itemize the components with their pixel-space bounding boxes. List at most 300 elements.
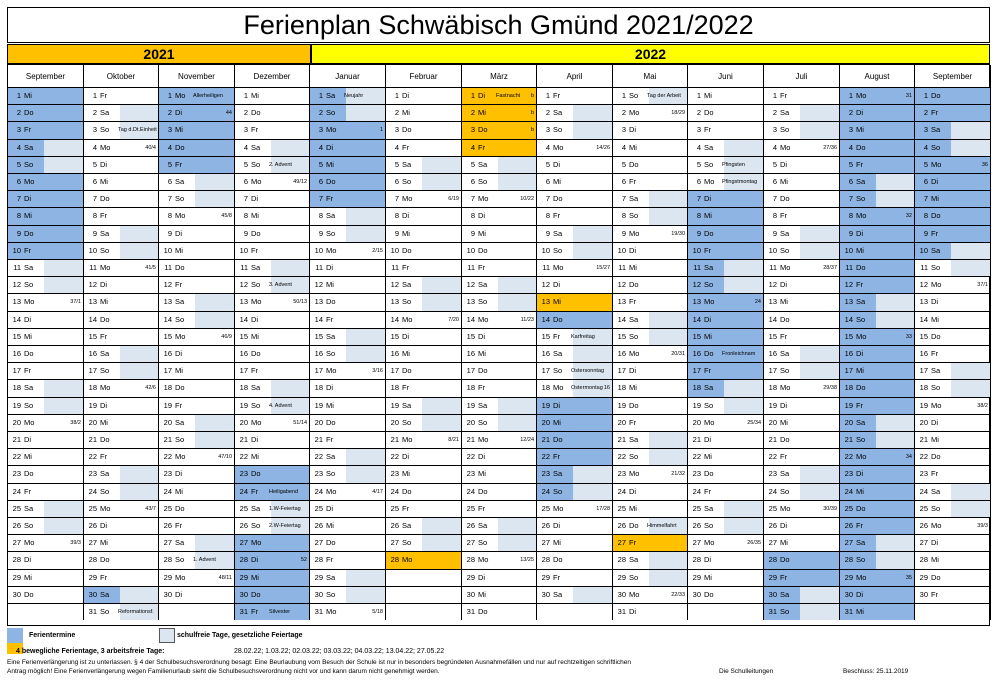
week-number: 18/29 [671, 110, 685, 116]
weekday-label: Di [251, 435, 259, 444]
day-number: 10 [541, 246, 550, 255]
weekday-label: So [24, 521, 34, 530]
day-cell [386, 104, 462, 121]
day-number: 26 [919, 521, 928, 530]
week-number: 40/4 [145, 145, 156, 151]
weekday-label: Di [251, 555, 259, 564]
day-cell [386, 259, 462, 276]
day-number: 9 [696, 229, 701, 238]
weekday-label: Mo [629, 108, 640, 117]
weekday-label: Mo [780, 263, 791, 272]
weekday-label: Mi [704, 573, 712, 582]
weekday-label: Di [931, 177, 939, 186]
weekday-label: Mo [326, 607, 337, 616]
weekday-label: Fr [780, 452, 788, 461]
weekday-label: So [175, 194, 185, 203]
day-number: 15 [919, 332, 928, 341]
day-number: 21 [844, 435, 853, 444]
day-number: 26 [12, 521, 21, 530]
day-number: 2 [92, 108, 97, 117]
weekday-label: Sa [780, 349, 790, 358]
day-cell [613, 242, 688, 259]
holiday-label: Karfreitag [571, 334, 595, 340]
day-number: 4 [243, 143, 248, 152]
weekday-label: So [326, 469, 336, 478]
day-number: 27 [314, 538, 323, 547]
weekday-label: Fr [175, 521, 183, 530]
weekday-label: So [629, 332, 639, 341]
day-cell [764, 207, 840, 225]
day-number: 20 [239, 418, 248, 427]
day-number: 26 [314, 521, 323, 530]
weekday-label: Fr [251, 487, 259, 496]
day-cell [84, 87, 159, 104]
day-cell [840, 586, 915, 603]
weekday-label: Mi [478, 590, 486, 599]
day-number: 4 [167, 143, 172, 152]
day-cell [915, 259, 991, 276]
day-cell [386, 534, 462, 551]
day-cell [915, 121, 991, 139]
day-cell [235, 483, 310, 500]
week-number: 33 [905, 334, 912, 340]
weekday-label: Sa [326, 332, 336, 341]
day-cell [537, 139, 613, 156]
weekday-label: So [326, 590, 336, 599]
day-cell [159, 207, 235, 225]
day-number: 21 [163, 435, 172, 444]
day-number: 31 [617, 607, 626, 616]
day-number: 24 [692, 487, 701, 496]
day-number: 9 [167, 229, 172, 238]
day-cell [840, 551, 915, 569]
week-number: 47/10 [218, 454, 232, 460]
day-cell [159, 431, 235, 448]
day-cell [84, 379, 159, 397]
holiday-calendar-sheet [7, 7, 990, 677]
week-number: 42/6 [145, 385, 156, 391]
weekday-label: Do [704, 469, 714, 478]
day-cell [764, 293, 840, 311]
day-number: 9 [470, 229, 475, 238]
day-cell [235, 569, 310, 586]
day-cell [915, 586, 991, 603]
weekday-label: Mi [553, 177, 561, 186]
weekday-label: Sa [175, 538, 185, 547]
day-cell [764, 379, 840, 397]
day-cell [386, 87, 462, 104]
week-number: 31 [905, 93, 912, 99]
weekday-label: So [478, 177, 488, 186]
holiday-label: 1.W-Feiertag [269, 506, 301, 512]
weekday-label: Mi [704, 211, 712, 220]
day-number: 4 [923, 143, 928, 152]
weekday-label: Fr [402, 263, 410, 272]
day-cell [688, 465, 764, 483]
day-cell [84, 534, 159, 551]
weekday-label: Fr [24, 246, 32, 255]
day-number: 25 [390, 504, 399, 513]
day-cell [613, 173, 688, 190]
day-cell [8, 104, 84, 121]
day-number: 29 [919, 573, 928, 582]
holiday-label: Tag der Arbeit [647, 93, 681, 99]
day-number: 7 [16, 194, 21, 203]
weekday-label: Do [251, 229, 261, 238]
day-cell [688, 121, 764, 139]
week-number: 44 [225, 110, 232, 116]
weekday-label: Mi [402, 229, 410, 238]
day-number: 25 [617, 504, 626, 513]
weekday-label: Di [175, 590, 183, 599]
day-number: 3 [923, 125, 928, 134]
weekday-label: Mo [251, 297, 262, 306]
weekday-label: Sa [553, 349, 563, 358]
holiday-label: 1. Advent [193, 557, 216, 563]
day-number: 8 [318, 211, 323, 220]
day-cell [386, 362, 462, 379]
day-number: 5 [696, 160, 701, 169]
weekday-label: Mo [251, 418, 262, 427]
day-cell [537, 414, 613, 431]
week-number: 28/37 [823, 265, 837, 271]
weekday-label: Fr [100, 452, 108, 461]
day-cell [688, 517, 764, 534]
day-cell [537, 397, 613, 414]
day-cell [159, 139, 235, 156]
day-cell [159, 104, 235, 121]
day-number: 16 [88, 349, 97, 358]
day-number: 28 [88, 555, 97, 564]
day-number: 29 [88, 573, 97, 582]
week-number: 16 [603, 385, 610, 391]
day-cell [8, 517, 84, 534]
day-number: 3 [318, 125, 323, 134]
day-cell [386, 586, 462, 603]
day-number: 11 [618, 263, 626, 272]
day-cell [537, 569, 613, 586]
weekday-label: Di [780, 401, 788, 410]
day-cell [159, 586, 235, 603]
weekday-label: Di [478, 452, 486, 461]
day-number: 27 [692, 538, 701, 547]
day-number: 8 [696, 211, 701, 220]
weekday-label: Sa [100, 108, 110, 117]
day-cell [915, 87, 991, 104]
weekday-label: Sa [100, 469, 110, 478]
day-number: 10 [88, 246, 97, 255]
day-cell [310, 242, 386, 259]
day-number: 27 [466, 538, 475, 547]
day-cell [688, 431, 764, 448]
day-cell [764, 139, 840, 156]
day-number: 23 [314, 469, 323, 478]
weekday-label: Mi [251, 573, 259, 582]
day-cell [462, 328, 537, 345]
day-number: 4 [470, 143, 475, 152]
weekday-label: Mo [704, 297, 715, 306]
day-cell [235, 551, 310, 569]
day-cell [235, 225, 310, 242]
day-cell [8, 173, 84, 190]
weekday-label: Sa [100, 590, 110, 599]
day-cell [386, 293, 462, 311]
day-number: 4 [16, 143, 21, 152]
weekday-label: Mo [478, 435, 489, 444]
weekday-label: Mo [326, 366, 337, 375]
weekday-label: Fr [704, 125, 712, 134]
weekday-label: Di [402, 332, 410, 341]
day-number: 5 [545, 160, 550, 169]
day-number: 30 [768, 590, 777, 599]
day-cell [688, 173, 764, 190]
day-number: 10 [617, 246, 626, 255]
day-cell [310, 190, 386, 207]
day-cell [8, 586, 84, 603]
day-cell [688, 156, 764, 173]
week-number: 46/9 [221, 334, 232, 340]
weekday-label: Sa [931, 246, 941, 255]
day-number: 15 [163, 332, 172, 341]
day-cell [84, 345, 159, 362]
day-cell [159, 551, 235, 569]
day-number: 24 [768, 487, 777, 496]
weekday-label: Mo [780, 383, 791, 392]
day-cell [8, 345, 84, 362]
weekday-label: Mi [100, 177, 108, 186]
day-number: 19 [239, 401, 248, 410]
day-number: 11 [845, 263, 853, 272]
day-number: 31 [314, 607, 323, 616]
day-cell [613, 345, 688, 362]
day-number: 4 [92, 143, 97, 152]
day-cell [613, 431, 688, 448]
day-number: 12 [919, 280, 928, 289]
weekday-label: Sa [704, 143, 714, 152]
week-number: 41/5 [145, 265, 156, 271]
weekday-label: Fr [100, 332, 108, 341]
day-number: 23 [919, 469, 928, 478]
day-cell [310, 104, 386, 121]
day-number: 7 [545, 194, 550, 203]
day-number: 12 [239, 280, 248, 289]
day-cell [840, 121, 915, 139]
weekday-label: Fr [402, 504, 410, 513]
day-number: 21 [692, 435, 701, 444]
day-cell [613, 139, 688, 156]
holiday-label: Heiligabend [269, 489, 299, 495]
day-number: 25 [163, 504, 172, 513]
day-number: 18 [12, 383, 21, 392]
year-header-2022: 2022 [311, 44, 990, 64]
day-number: 13 [692, 297, 701, 306]
weekday-label: Di [931, 297, 939, 306]
day-cell [8, 259, 84, 276]
day-cell [8, 551, 84, 569]
day-number: 14 [844, 315, 853, 324]
weekday-label: Di [553, 280, 561, 289]
day-number: 7 [696, 194, 701, 203]
weekday-label: Di [931, 418, 939, 427]
weekday-label: Do [251, 469, 261, 478]
day-number: 12 [466, 280, 475, 289]
day-number: 28 [768, 555, 777, 564]
day-number: 26 [617, 521, 626, 530]
weekday-label: Fr [251, 246, 259, 255]
weekday-label: Mi [931, 555, 939, 564]
day-cell [310, 225, 386, 242]
day-number: 13 [390, 297, 399, 306]
day-number: 20 [541, 418, 550, 427]
day-number: 3 [394, 125, 399, 134]
weekday-label: Di [24, 435, 32, 444]
day-number: 16 [541, 349, 550, 358]
weekday-label: Mo [175, 452, 186, 461]
day-cell [840, 397, 915, 414]
week-number: 39/3 [977, 523, 988, 529]
day-cell [840, 379, 915, 397]
weekday-label: Di [24, 194, 32, 203]
day-number: 12 [163, 280, 172, 289]
day-cell [688, 414, 764, 431]
day-cell [462, 311, 537, 328]
weekday-label: Mi [629, 504, 637, 513]
day-number: 5 [621, 160, 626, 169]
day-number: 22 [239, 452, 248, 461]
day-number: 17 [541, 366, 550, 375]
day-cell [386, 139, 462, 156]
day-number: 10 [466, 246, 475, 255]
day-cell [537, 311, 613, 328]
day-cell [537, 276, 613, 293]
weekday-label: Mi [251, 211, 259, 220]
day-number: 4 [621, 143, 626, 152]
weekday-label: Mi [856, 607, 864, 616]
day-number: 12 [617, 280, 626, 289]
weekday-label: Do [629, 160, 639, 169]
weekday-label: Di [478, 332, 486, 341]
weekday-label: Do [856, 383, 866, 392]
day-cell [235, 207, 310, 225]
day-cell [537, 173, 613, 190]
day-number: 5 [470, 160, 475, 169]
weekday-label: Sa [251, 383, 261, 392]
weekday-label: Sa [704, 504, 714, 513]
day-number: 24 [314, 487, 323, 496]
day-cell [915, 551, 991, 569]
day-cell [613, 517, 688, 534]
day-number: 30 [88, 590, 97, 599]
weekday-label: So [402, 297, 412, 306]
week-number: 49/12 [293, 179, 307, 185]
weekday-label: So [780, 487, 790, 496]
day-cell [688, 190, 764, 207]
day-cell [764, 87, 840, 104]
day-cell [84, 362, 159, 379]
day-cell [462, 431, 537, 448]
day-cell [613, 569, 688, 586]
weekday-label: Do [402, 246, 412, 255]
day-number: 19 [163, 401, 172, 410]
day-number: 9 [16, 229, 21, 238]
weekday-label: Mo [478, 315, 489, 324]
weekday-label: Mo [629, 229, 640, 238]
day-cell [159, 259, 235, 276]
day-cell [159, 379, 235, 397]
day-cell [915, 379, 991, 397]
day-number: 6 [318, 177, 323, 186]
day-number: 30 [844, 590, 853, 599]
day-cell [462, 104, 537, 121]
weekday-label: Fr [24, 125, 32, 134]
day-cell [386, 225, 462, 242]
legend-school-free-label: schulfreie Tage, gesetzliche Feiertage [177, 632, 303, 639]
day-cell [159, 465, 235, 483]
day-cell [613, 534, 688, 551]
weekday-label: So [100, 487, 110, 496]
day-number: 17 [239, 366, 248, 375]
day-number: 8 [243, 211, 248, 220]
day-number: 27 [768, 538, 777, 547]
day-number: 18 [314, 383, 323, 392]
day-number: 6 [848, 177, 853, 186]
day-number: 16 [919, 349, 928, 358]
day-cell [537, 483, 613, 500]
day-number: 28 [541, 555, 550, 564]
day-cell [159, 448, 235, 465]
day-cell [8, 293, 84, 311]
day-cell [310, 551, 386, 569]
day-cell [159, 173, 235, 190]
weekday-label: Fr [553, 573, 561, 582]
weekday-label: Di [402, 211, 410, 220]
day-cell [537, 156, 613, 173]
day-number: 18 [239, 383, 248, 392]
week-number: 13/25 [520, 557, 534, 563]
day-cell [310, 431, 386, 448]
day-cell [764, 104, 840, 121]
day-cell [688, 586, 764, 603]
holiday-label: 4. Advent [269, 403, 292, 409]
day-cell [688, 259, 764, 276]
weekday-label: Di [478, 211, 486, 220]
day-cell [688, 87, 764, 104]
day-cell [386, 207, 462, 225]
day-cell [159, 397, 235, 414]
weekday-label: Mi [326, 160, 334, 169]
day-cell [537, 259, 613, 276]
day-number: 26 [692, 521, 701, 530]
day-cell [386, 156, 462, 173]
day-number: 21 [314, 435, 323, 444]
day-number: 2 [772, 108, 777, 117]
day-number: 6 [16, 177, 21, 186]
weekday-label: Do [553, 315, 563, 324]
weekday-label: Do [478, 607, 488, 616]
weekday-label: Sa [553, 590, 563, 599]
weekday-label: Do [478, 246, 488, 255]
day-number: 17 [88, 366, 97, 375]
day-cell [462, 603, 537, 620]
day-cell [915, 190, 991, 207]
weekday-label: Sa [629, 194, 639, 203]
day-number: 7 [470, 194, 475, 203]
weekday-label: Fr [24, 366, 32, 375]
day-number: 2 [394, 108, 399, 117]
weekday-label: Mi [931, 315, 939, 324]
holiday-label: 3. Advent [269, 282, 292, 288]
weekday-label: Mi [704, 452, 712, 461]
